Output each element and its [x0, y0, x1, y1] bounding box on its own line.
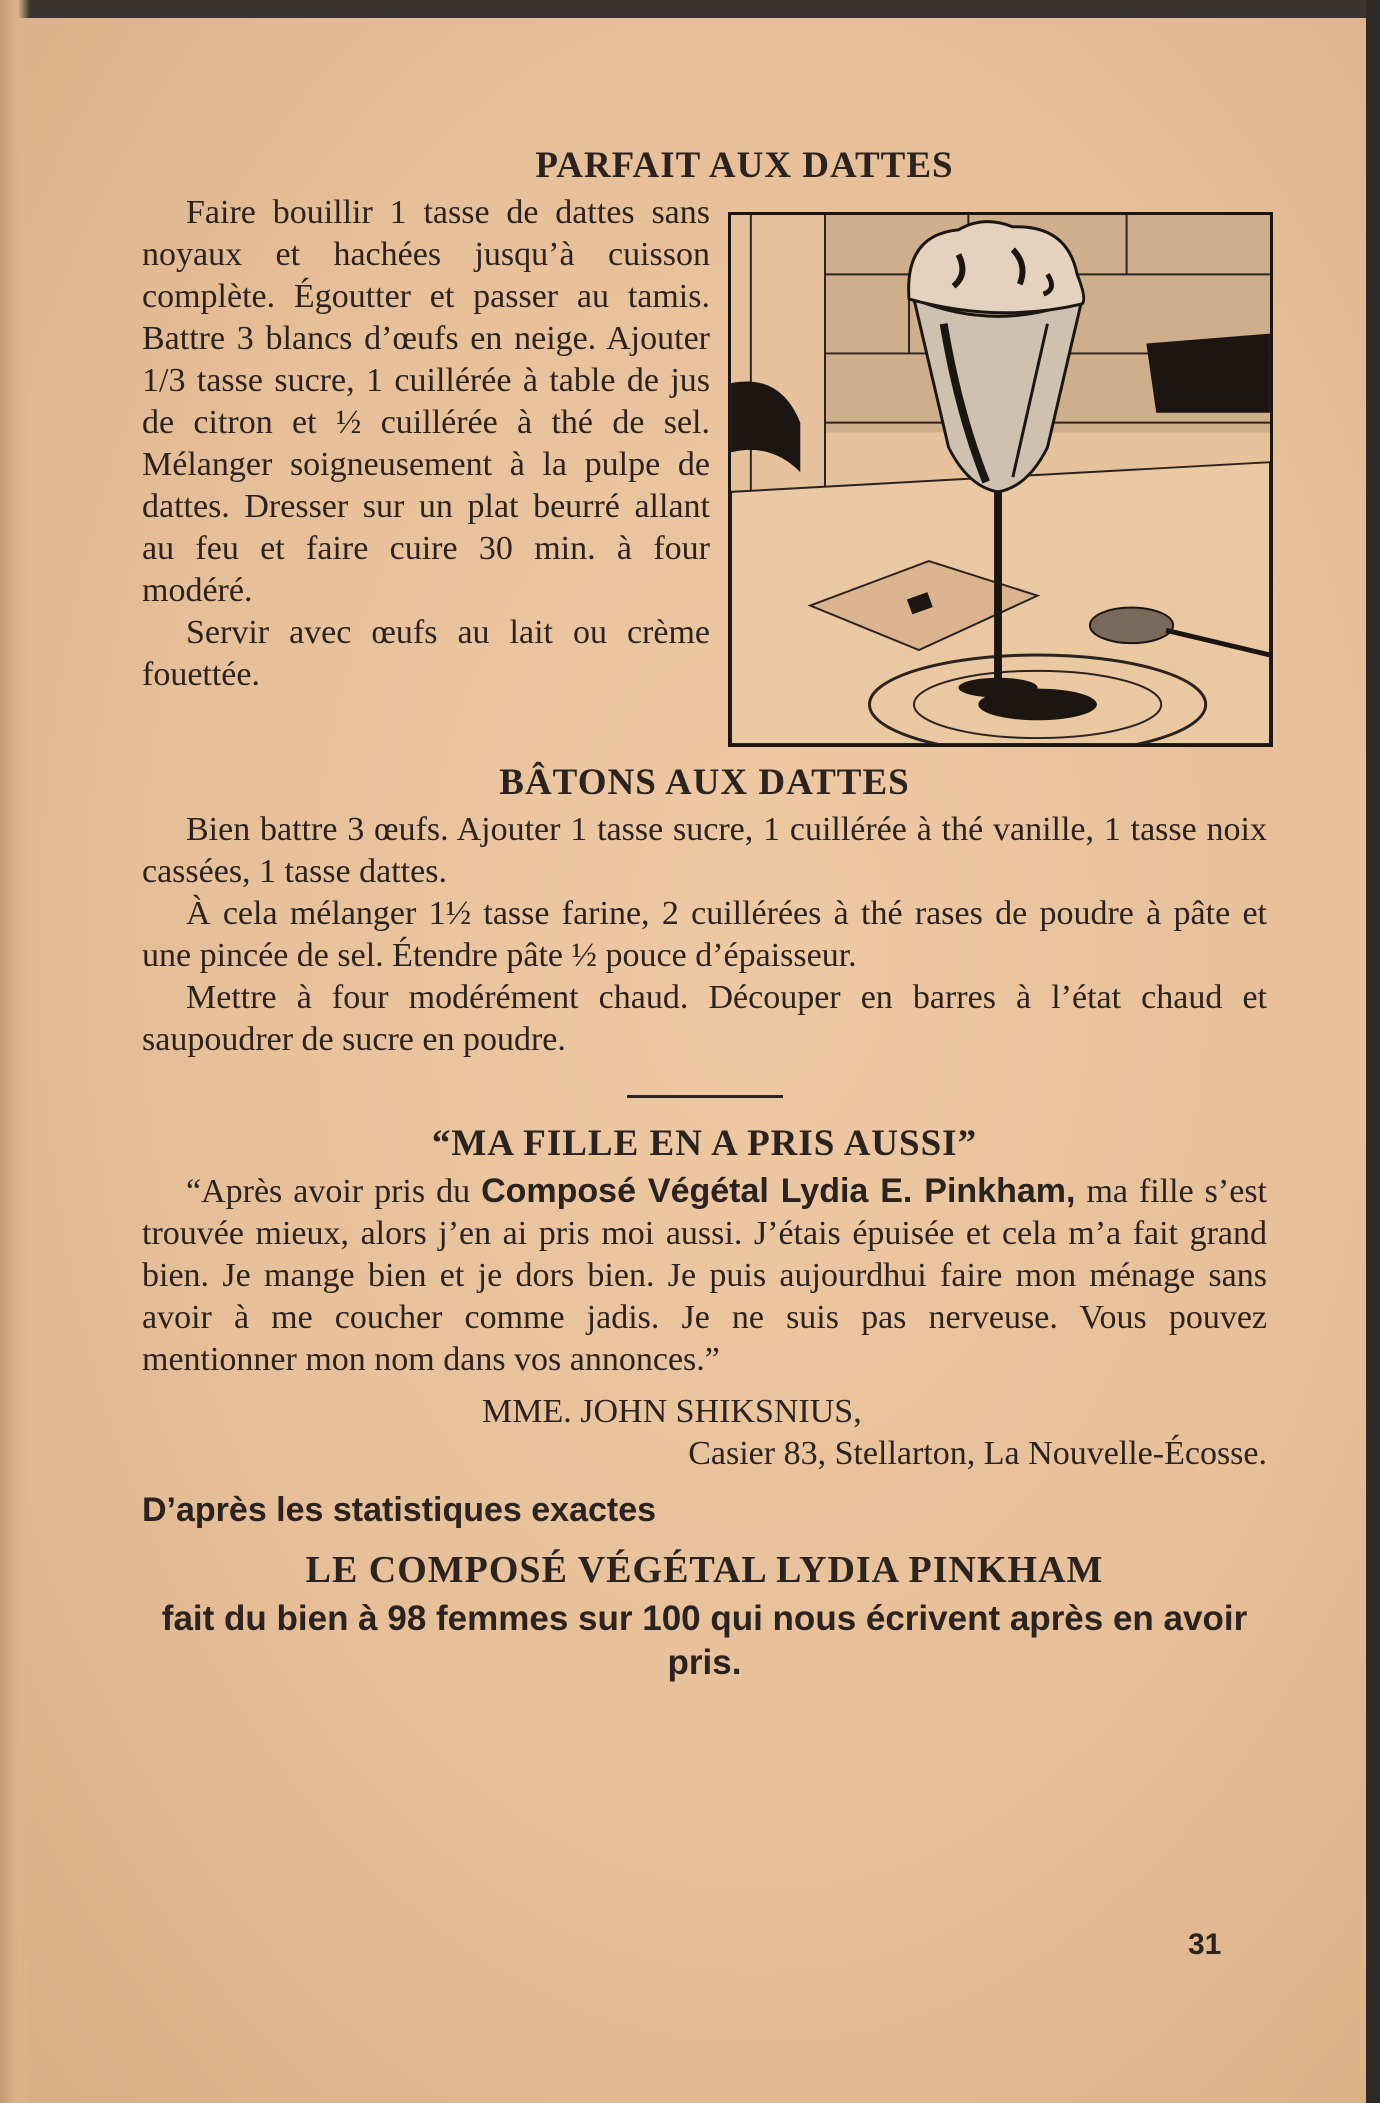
scan-right-edge — [1366, 0, 1380, 2103]
testimonial-signature: MME. JOHN SHIKSNIUS, — [482, 1393, 862, 1430]
recipe-parfait-serving: Servir avec œufs au lait ou crème fouettée. — [142, 614, 710, 693]
page-content — [142, 140, 1267, 1685]
statistics-line: D’après les statistiques exactes — [142, 1491, 657, 1529]
page-number: 31 — [1188, 1928, 1222, 1961]
recipe-batons-para2: À cela mélanger 1½ tasse farine, 2 cuillérées à thé rases de poudre à pâte et une pincée de sel. Étendre pâte ½ pouce d’épaisseur. — [142, 895, 1267, 974]
section-divider — [627, 1095, 783, 1098]
recipe-batons-para3: Mettre à four modérément chaud. Découper en barres à l’état chaud et saupoudrer de sucre en poudre. — [142, 979, 1267, 1058]
testimonial-title: “MA FILLE EN A PRIS AUSSI” — [431, 1123, 978, 1164]
testimonial-intro: “Après avoir pris du — [186, 1173, 471, 1210]
testimonial-text: ma fille s’est trouvée mieux, alors j’en ai pris moi aussi. J’étais épuisée et cela m’a fait grand bien. Je mange bien et je dors bien. Je puis aujourdhui faire mon ménage sans avoir à me coucher comme jadis. Je ne suis pas nerveuse. Vous pouvez mentionner mon nom dans vos annonces.” — [142, 1173, 1268, 1378]
parfait-illustration — [728, 212, 1273, 747]
recipe-parfait-text: Faire bouillir 1 tasse de dattes sans noyaux et hachées jusqu’à cuisson complète. Égoutter et passer au tamis. Battre 3 blancs d’œufs en neige. Ajouter 1/3 tasse sucre, 1 cuillérée à table de jus de citron et ½ cuillérée à thé de sel. Mélanger soigneusement à la pulpe de dattes. Dresser sur un plat beurré allant au feu et faire cuire 30 min. à four modéré. — [142, 194, 710, 609]
page-binding-edge — [0, 0, 30, 2103]
testimonial-address: Casier 83, Stellarton, La Nouvelle-Écosse. — [688, 1435, 1267, 1472]
product-claim: fait du bien à 98 femmes sur 100 qui nous écrivent après en avoir pris. — [161, 1599, 1248, 1682]
recipe-title-parfait: PARFAIT AUX DATTES — [535, 145, 954, 186]
product-name-heading: LE COMPOSÉ VÉGÉTAL LYDIA PINKHAM — [305, 1549, 1104, 1591]
testimonial-body — [142, 1170, 1267, 1381]
recipe-parfait — [142, 192, 1267, 757]
recipe-title-batons: BÂTONS AUX DATTES — [499, 762, 910, 803]
scan-top-edge — [0, 0, 1380, 18]
testimonial-product: Composé Végétal Lydia E. Pinkham, — [481, 1172, 1076, 1210]
recipe-batons-para1: Bien battre 3 œufs. Ajouter 1 tasse sucre, 1 cuillérée à thé vanille, 1 tasse noix cassées, 1 tasse dattes. — [142, 811, 1267, 890]
